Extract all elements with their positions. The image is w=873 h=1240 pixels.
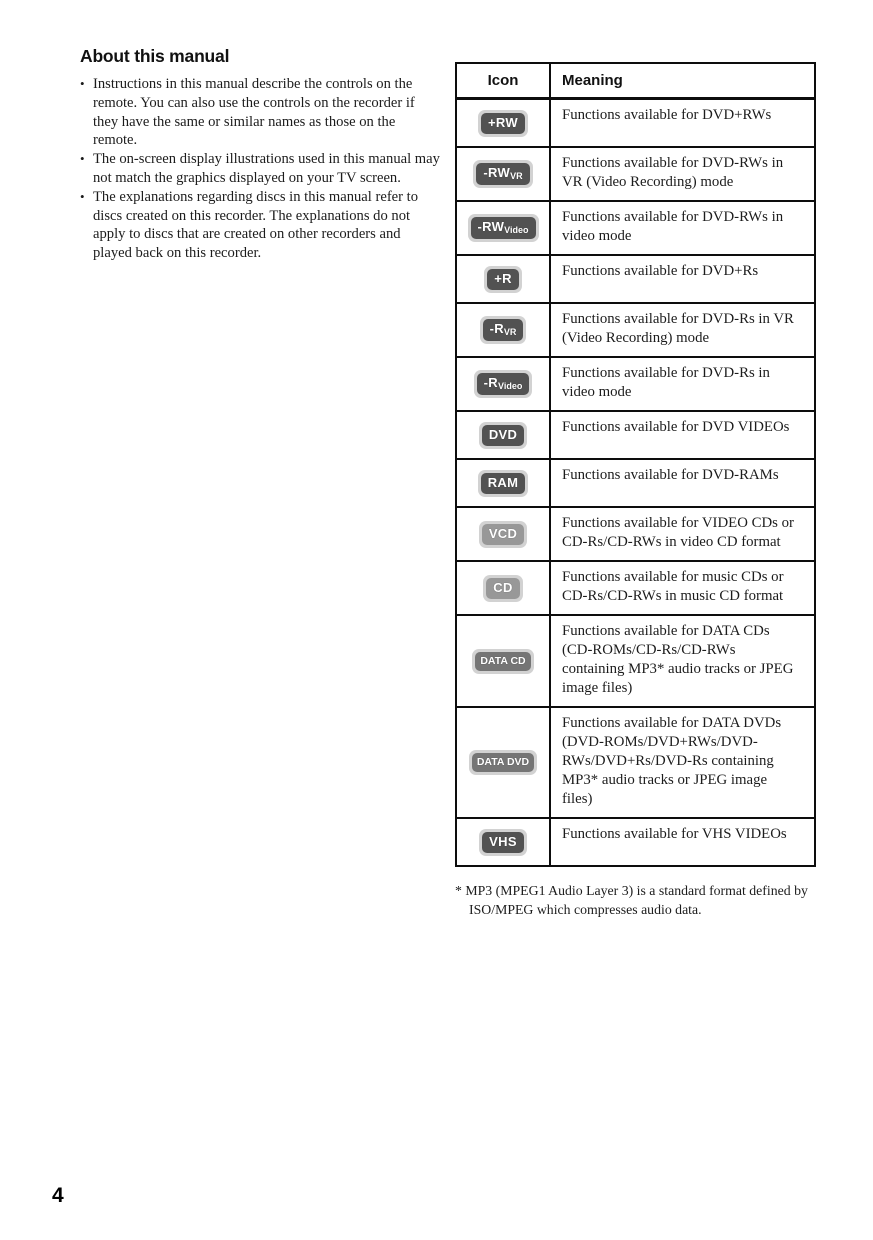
meaning-cell: Functions available for DVD-RWs in VR (Video Recording) mode	[550, 147, 815, 201]
meaning-cell: Functions available for VHS VIDEOs	[550, 818, 815, 866]
table-row	[456, 561, 815, 615]
disc-type-icon: DATA CD	[472, 649, 533, 674]
disc-type-icon: -RVideo	[474, 370, 533, 398]
about-bullet	[80, 188, 442, 263]
disc-type-icon: CD	[483, 575, 522, 602]
meaning-cell: Functions available for DATA DVDs (DVD-ROMs/DVD+RWs/DVD-RWs/DVD+Rs/DVD-Rs containing MP3* audio tracks or JPEG image files)	[550, 707, 815, 818]
icon-cell	[456, 507, 550, 561]
meaning-cell: Functions available for DVD+Rs	[550, 255, 815, 303]
meaning-cell: Functions available for DATA CDs (CD-ROMs/CD-Rs/CD-RWs containing MP3* audio tracks or JPEG image files)	[550, 615, 815, 707]
disc-type-icon: DVD	[479, 422, 527, 449]
icon-table-body	[456, 99, 815, 867]
table-row	[456, 255, 815, 303]
disc-type-icon: RAM	[478, 470, 529, 497]
page-number: 4	[52, 1184, 64, 1207]
section-heading: About this manual	[80, 46, 230, 66]
icon-cell	[456, 459, 550, 507]
bullet-text: The explanations regarding discs in this manual refer to discs created on this recorder. The explanations do not apply to discs that are created on other recorders and played back on this recorder.	[93, 188, 419, 262]
mp3-footnote: * MP3 (MPEG1 Audio Layer 3) is a standard format defined by ISO/MPEG which compresses audio data.	[455, 883, 808, 917]
icon-cell	[456, 615, 550, 707]
meaning-cell: Functions available for DVD+RWs	[550, 99, 815, 148]
table-row	[456, 303, 815, 357]
icon-legend-section	[455, 62, 816, 933]
table-row	[456, 147, 815, 201]
disc-type-icon: -RVR	[480, 316, 527, 344]
icon-cell	[456, 357, 550, 411]
about-section	[80, 46, 442, 263]
table-row	[456, 99, 815, 148]
meaning-cell: Functions available for music CDs or CD-Rs/CD-RWs in music CD format	[550, 561, 815, 615]
meaning-column-header: Meaning	[550, 63, 815, 99]
icon-cell	[456, 707, 550, 818]
table-row	[456, 411, 815, 459]
table-row	[456, 201, 815, 255]
disc-type-icon: -RWVideo	[468, 214, 539, 242]
bullet-text: Instructions in this manual describe the controls on the remote. You can also use the controls on the recorder if they have the same or similar names as those on the remote.	[93, 76, 415, 149]
icon-column-header: Icon	[456, 63, 550, 99]
meaning-cell: Functions available for DVD VIDEOs	[550, 411, 815, 459]
meaning-cell: Functions available for DVD-RWs in video mode	[550, 201, 815, 255]
meaning-cell: Functions available for DVD-RAMs	[550, 459, 815, 507]
icon-cell	[456, 255, 550, 303]
icon-table-header	[456, 63, 815, 99]
meaning-cell: Functions available for DVD-Rs in video mode	[550, 357, 815, 411]
icon-cell	[456, 818, 550, 866]
table-row	[456, 459, 815, 507]
disc-type-icon: VCD	[479, 521, 527, 548]
about-bullet	[80, 150, 442, 188]
icon-meaning-table	[455, 62, 816, 867]
table-row	[456, 707, 815, 818]
table-row	[456, 357, 815, 411]
icon-cell	[456, 303, 550, 357]
about-bullets	[80, 75, 442, 263]
icon-cell	[456, 411, 550, 459]
about-bullet	[80, 75, 442, 150]
icon-cell	[456, 99, 550, 148]
table-row	[456, 615, 815, 707]
icon-cell	[456, 561, 550, 615]
disc-type-icon: VHS	[479, 829, 527, 856]
disc-type-icon: -RWVR	[473, 160, 532, 188]
meaning-cell: Functions available for DVD-Rs in VR (Video Recording) mode	[550, 303, 815, 357]
disc-type-icon: DATA DVD	[469, 750, 537, 775]
meaning-cell: Functions available for VIDEO CDs or CD-Rs/CD-RWs in video CD format	[550, 507, 815, 561]
table-row	[456, 507, 815, 561]
disc-type-icon: +R	[484, 266, 522, 293]
icon-cell	[456, 147, 550, 201]
disc-type-icon: +RW	[478, 110, 528, 137]
bullet-text: The on-screen display illustrations used in this manual may not match the graphics displayed on your TV screen.	[93, 151, 440, 186]
table-row	[456, 818, 815, 866]
icon-cell	[456, 201, 550, 255]
